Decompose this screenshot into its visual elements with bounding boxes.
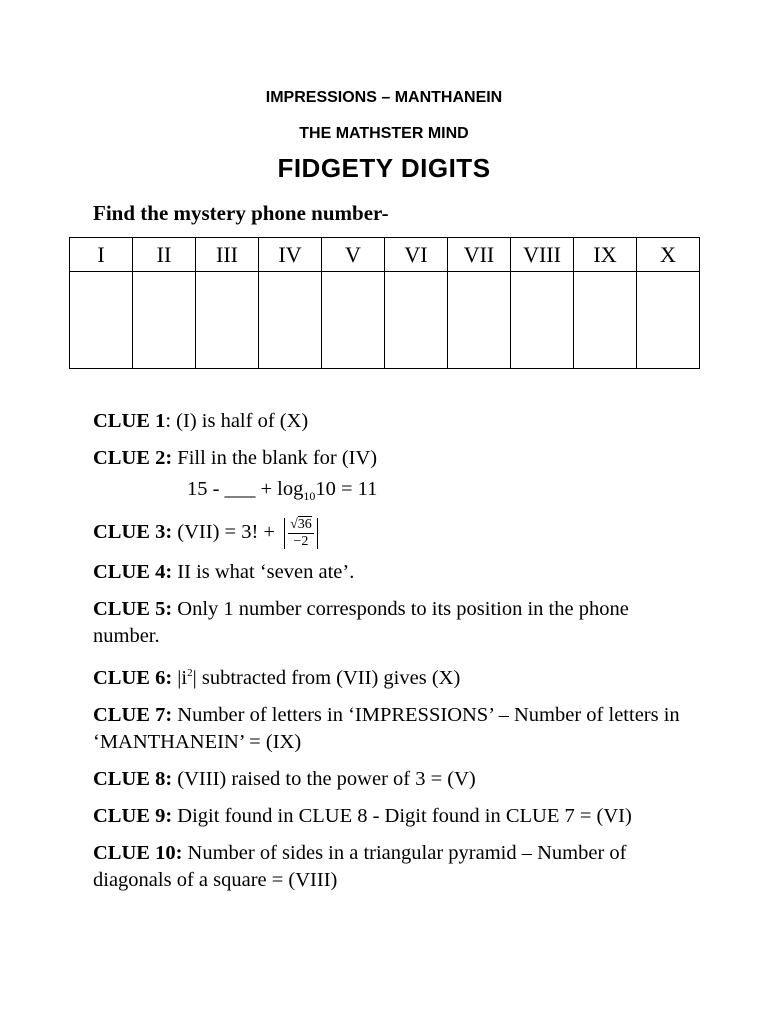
- column-header-row: [70, 238, 700, 272]
- clue-6: [93, 660, 683, 692]
- answer-cell: [322, 272, 385, 369]
- answer-cell: [511, 272, 574, 369]
- clue-text: Number of sides in a triangular pyramid – Number of diagonals of a square = (VIII): [93, 841, 627, 891]
- clue-label: CLUE 1: [93, 410, 166, 432]
- clue-label: CLUE 6:: [93, 666, 173, 689]
- clue-label: CLUE 4:: [93, 561, 173, 584]
- column-header: II: [133, 238, 196, 272]
- clue-3: [93, 518, 683, 549]
- column-header: VII: [448, 238, 511, 272]
- clue-1: [93, 408, 683, 435]
- column-header: I: [70, 238, 133, 272]
- absolute-value-fraction: [284, 518, 318, 549]
- clue-list: [93, 408, 683, 904]
- answer-cell: [574, 272, 637, 369]
- clue-text: Digit found in CLUE 8 - Digit found in CLUE 7 = (VI): [172, 804, 632, 827]
- clue-text: : (I) is half of (X): [165, 410, 309, 432]
- clue-text: | subtracted from (VII) gives (X): [192, 666, 461, 689]
- header-line-2: THE MATHSTER MIND: [299, 125, 469, 142]
- answer-cell: [70, 272, 133, 369]
- clue-label: CLUE 8:: [93, 767, 173, 790]
- answer-row: [70, 272, 700, 369]
- phone-number-table: [69, 237, 700, 369]
- answer-cell: [196, 272, 259, 369]
- clue-label: CLUE 10:: [93, 841, 183, 864]
- clue-text: (VIII) raised to the power of 3 = (V): [172, 767, 476, 790]
- answer-cell: [637, 272, 700, 369]
- clue-4: [93, 559, 683, 586]
- clue-label: CLUE 2:: [93, 447, 173, 469]
- column-header: VIII: [511, 238, 574, 272]
- clue-text: Only 1 number corresponds to its position in the phone number.: [93, 598, 629, 648]
- denominator: −2: [293, 534, 309, 550]
- clue-9: [93, 803, 683, 830]
- clue-5: [93, 596, 683, 650]
- column-header: X: [637, 238, 700, 272]
- column-header: VI: [385, 238, 448, 272]
- puzzle-prompt: Find the mystery phone number-: [93, 201, 389, 225]
- clue-text: |i: [172, 666, 188, 689]
- equation-part: 10 = 11: [315, 478, 378, 500]
- answer-cell: [385, 272, 448, 369]
- clue-10: [93, 840, 683, 894]
- clue-label: CLUE 9:: [93, 804, 173, 827]
- clue-8: [93, 766, 683, 793]
- clue-7: [93, 702, 683, 756]
- column-header: IV: [259, 238, 322, 272]
- header-line-1: IMPRESSIONS – MANTHANEIN: [265, 89, 503, 106]
- clue-text: (VII) = 3! +: [172, 521, 281, 544]
- clue-label: CLUE 3:: [93, 521, 173, 544]
- clue-text: Fill in the blank for (IV): [172, 447, 378, 469]
- clue-text: II is what ‘seven ate’.: [172, 561, 355, 584]
- sqrt-symbol: √: [290, 517, 298, 533]
- clue-label: CLUE 7:: [93, 703, 173, 726]
- clue-2-equation: [93, 476, 683, 510]
- clue-label: CLUE 5:: [93, 598, 173, 621]
- log-base: 10: [303, 489, 316, 504]
- column-header: V: [322, 238, 385, 272]
- answer-cell: [259, 272, 322, 369]
- answer-cell: [133, 272, 196, 369]
- clue-text: Number of letters in ‘IMPRESSIONS’ – Number of letters in ‘MANTHANEIN’ = (IX): [93, 703, 680, 753]
- radicand: 36: [297, 517, 312, 533]
- answer-cell: [448, 272, 511, 369]
- exponent: 2: [187, 667, 193, 680]
- page-title: FIDGETY DIGITS: [277, 153, 491, 183]
- column-header: III: [196, 238, 259, 272]
- clue-2: [93, 445, 683, 472]
- equation-part: 15 - ___ + log: [187, 478, 304, 500]
- column-header: IX: [574, 238, 637, 272]
